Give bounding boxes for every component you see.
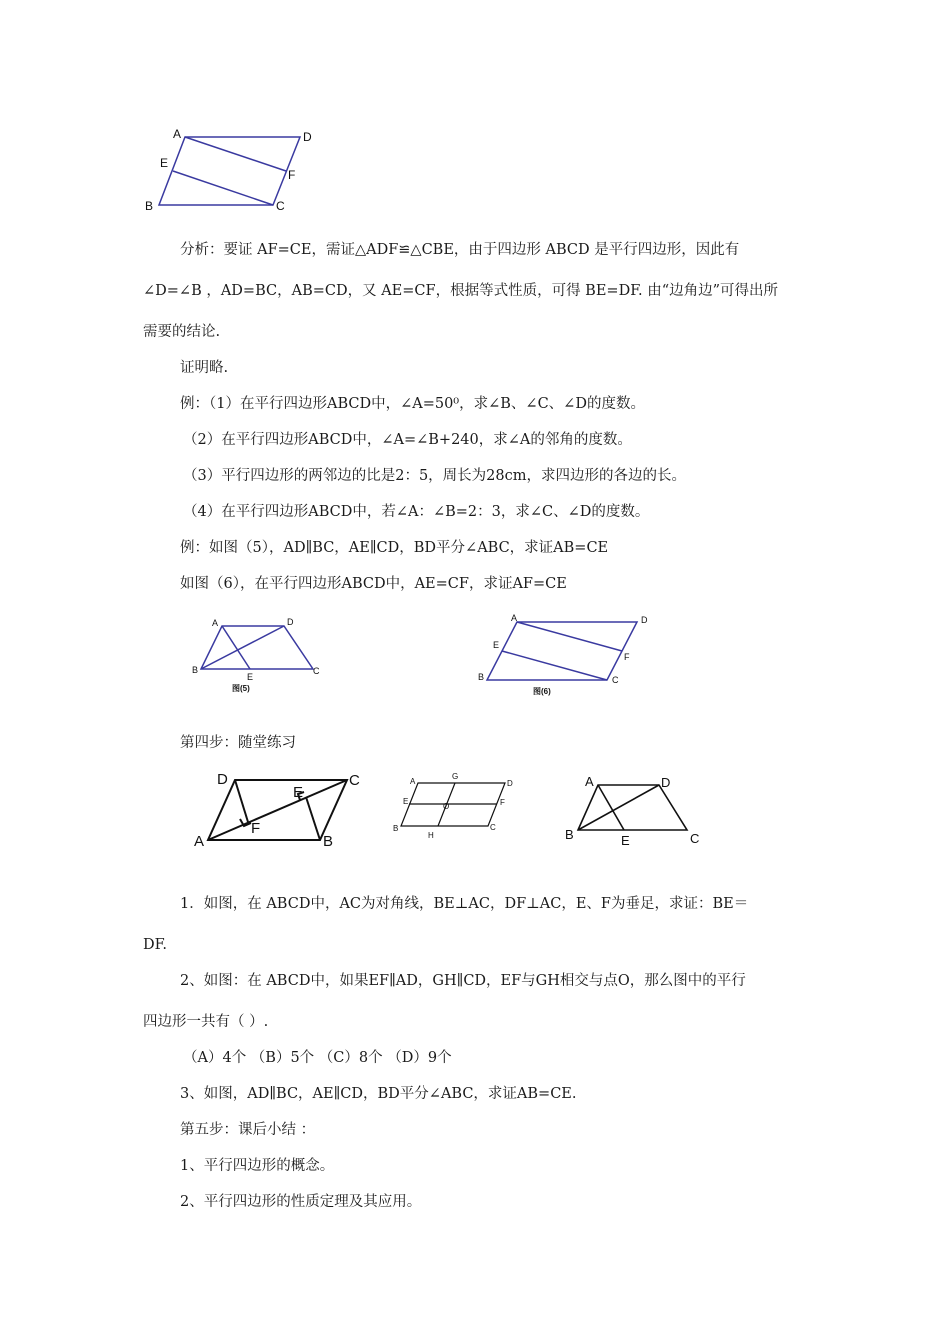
p2-label-E: E	[403, 797, 409, 806]
analysis-line-1: 分析：要证 AF=CE，需证△ADF≌△CBE，由于四边形 ABCD 是平行四边形，因此有	[180, 242, 740, 258]
label-F: F	[288, 168, 296, 182]
step5-heading: 第五步：课后小结 ：	[180, 1122, 316, 1138]
fig5-label-E: E	[247, 672, 254, 682]
exercise-1-line-1: 1．如图，在 ABCD中，AC为对角线，BE⊥AC，DF⊥AC，E、F为垂足，求证：BE＝	[180, 896, 749, 912]
p2-label-H: H	[428, 831, 434, 840]
p2-label-O: O	[443, 802, 450, 811]
example-3: （3）平行四边形的两邻边的比是2：5，周长为28cm，求四边形的各边的长。	[183, 468, 686, 484]
fig6-caption: 图(6)	[533, 687, 551, 696]
p1-label-A: A	[194, 833, 205, 850]
p1-label-C: C	[349, 772, 360, 789]
label-E: E	[160, 156, 169, 170]
p3-label-B: B	[565, 827, 574, 842]
p2-label-F: F	[500, 798, 505, 807]
fig6-label-D: D	[641, 615, 648, 625]
p2-label-G: G	[452, 772, 459, 781]
fig5-label-C: C	[313, 666, 320, 676]
p2-label-A: A	[410, 777, 416, 786]
exercise-1-line-2: DF.	[143, 937, 168, 953]
summary-2: 2、平行四边形的性质定理及其应用。	[180, 1194, 422, 1210]
p1-label-E: E	[293, 784, 304, 801]
p1-label-D: D	[217, 771, 228, 788]
example-4: （4）在平行四边形ABCD中，若∠A：∠B=2：3，求∠C、∠D的度数。	[183, 504, 650, 520]
p3-label-A: A	[585, 774, 594, 789]
summary-1: 1、平行四边形的概念。	[180, 1158, 335, 1174]
analysis-line-3: 需要的结论.	[143, 324, 221, 340]
label-A: A	[173, 127, 182, 141]
fig6-label-E: E	[493, 640, 500, 650]
example-5: 例：如图（5），AD∥BC，AE∥CD，BD平分∠ABC，求证AB=CE	[180, 540, 609, 556]
example-2: （2）在平行四边形ABCD中，∠A=∠B+240，求∠A的邻角的度数。	[183, 432, 632, 448]
analysis-line-2: ∠D=∠B ，AD=BC，AB=CD，又 AE=CF，根据等式性质，可得 BE=DF. 由“边角边”可得出所	[143, 283, 779, 299]
exercise-2-options: （A）4个 （B）5个 （C）8个 （D）9个	[183, 1050, 452, 1066]
p3-label-E: E	[621, 833, 630, 848]
exercise-2-line-2: 四边形一共有（ ）.	[143, 1014, 269, 1030]
fig5-label-D: D	[287, 617, 294, 627]
proof-omitted: 证明略.	[180, 360, 229, 376]
label-C: C	[276, 199, 285, 213]
fig5-label-B: B	[192, 665, 199, 675]
step4-heading: 第四步：随堂练习	[180, 735, 296, 751]
label-B: B	[145, 199, 154, 213]
example-1: 例：（1）在平行四边形ABCD中，∠A=50⁰，求∠B、∠C、∠D的度数。	[180, 396, 645, 412]
p2-label-B: B	[393, 824, 399, 833]
p1-label-B: B	[323, 833, 334, 850]
label-D: D	[303, 130, 312, 144]
fig5-label-A: A	[212, 618, 219, 628]
exercise-3: 3、如图，AD∥BC，AE∥CD，BD平分∠ABC，求证AB=CE.	[180, 1086, 577, 1102]
exercise-2-line-1: 2、如图：在 ABCD中，如果EF∥AD，GH∥CD，EF与GH相交与点O，那么图中的平行	[180, 973, 746, 989]
p3-label-D: D	[661, 775, 671, 790]
fig6-label-A: A	[511, 613, 518, 623]
p2-label-D: D	[507, 779, 513, 788]
p2-label-C: C	[490, 823, 496, 832]
p1-label-F: F	[251, 820, 261, 837]
example-6: 如图（6），在平行四边形ABCD中，AE=CF，求证AF=CE	[180, 576, 567, 592]
fig6-label-F: F	[624, 652, 630, 662]
p3-label-C: C	[690, 831, 700, 846]
fig5-caption: 图(5)	[232, 684, 250, 693]
fig6-label-C: C	[612, 675, 619, 685]
fig6-label-B: B	[478, 672, 485, 682]
